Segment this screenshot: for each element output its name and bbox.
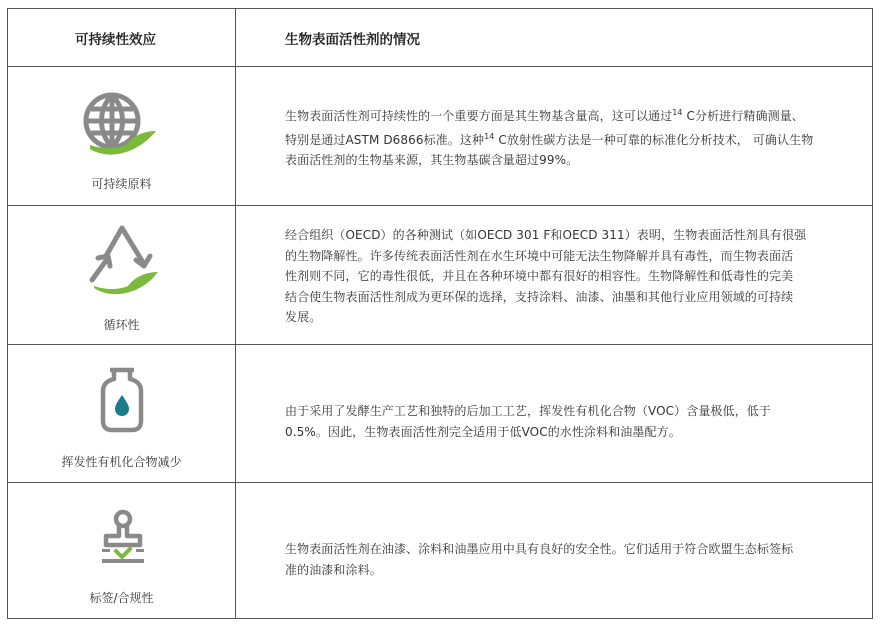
- text-line: 发展。: [285, 310, 322, 324]
- text-line: 生物表面活性剂在油漆、涂料和油墨应用中具有良好的安全性。它们适用于符合欧盟生态标签标: [285, 542, 794, 556]
- stamp-check-icon: [98, 509, 148, 565]
- sustainability-table: [7, 8, 873, 619]
- text-line: 经合组织（OECD）的各种测试（如OECD 301 F和OECD 311）表明，生物表面活性剂具有很强: [285, 228, 807, 242]
- text-line: 特别是通过ASTM D6866标准。这种$^{14}$ C放射性碳方法是一种可靠的标准化分析技术， 可确认生物: [285, 131, 814, 147]
- table-row-compliance: [8, 482, 872, 618]
- table-row-circularity: [8, 205, 872, 344]
- header-col1: 可持续性效应: [75, 32, 156, 48]
- header-col2: 生物表面活性剂的情况: [285, 32, 420, 48]
- text-line: 结合使生物表面活性剂成为更环保的选择，支持涂料、油漆、油墨和其他行业应用领域的可持续: [285, 289, 794, 304]
- text-line: 性剂则不同，它的毒性很低，并且在各种环境中都有很好的相容性。生物降解性和低毒性的完美: [285, 269, 794, 283]
- row-label-compliance: 标签/合规性: [89, 591, 154, 605]
- header-row: [8, 9, 872, 66]
- text-line: 的生物降解性。许多传统表面活性剂在水生环境中可能无法生物降解并具有毒性，而生物表面活: [285, 248, 794, 263]
- text-line: 准的油漆和涂料。: [285, 562, 382, 577]
- text-line: 生物表面活性剂可持续性的一个重要方面是其生物基含量高，这可以通过$^{14}$ C分析进行精确测量、: [285, 108, 804, 123]
- recycle-leaf-icon: [82, 220, 162, 302]
- row-text-compliance: [285, 539, 831, 580]
- text-line: 由于采用了发酵生产工艺和独特的后加工工艺，挥发性有机化合物（VOC）含量极低，低于: [285, 404, 771, 418]
- row-label-circularity: 循环性: [103, 318, 140, 332]
- globe-leaf-icon: [80, 89, 160, 159]
- bottle-drop-icon: [100, 367, 144, 433]
- text-line: 0.5%。因此，生物表面活性剂完全适用于低VOC的水性涂料和油墨配方。: [285, 424, 681, 439]
- row-text-circularity: [285, 225, 831, 328]
- table-row-renewable: [8, 66, 872, 205]
- row-label-voc: 挥发性有机化合物减少: [61, 455, 182, 469]
- text-line: 表面活性剂的生物基来源，其生物基碳含量超过99%。: [285, 153, 579, 167]
- table-row-voc: [8, 344, 872, 482]
- row-text-voc: [285, 401, 831, 442]
- row-label-renewable: 可持续原料: [91, 177, 152, 191]
- row-text-renewable: [285, 103, 831, 171]
